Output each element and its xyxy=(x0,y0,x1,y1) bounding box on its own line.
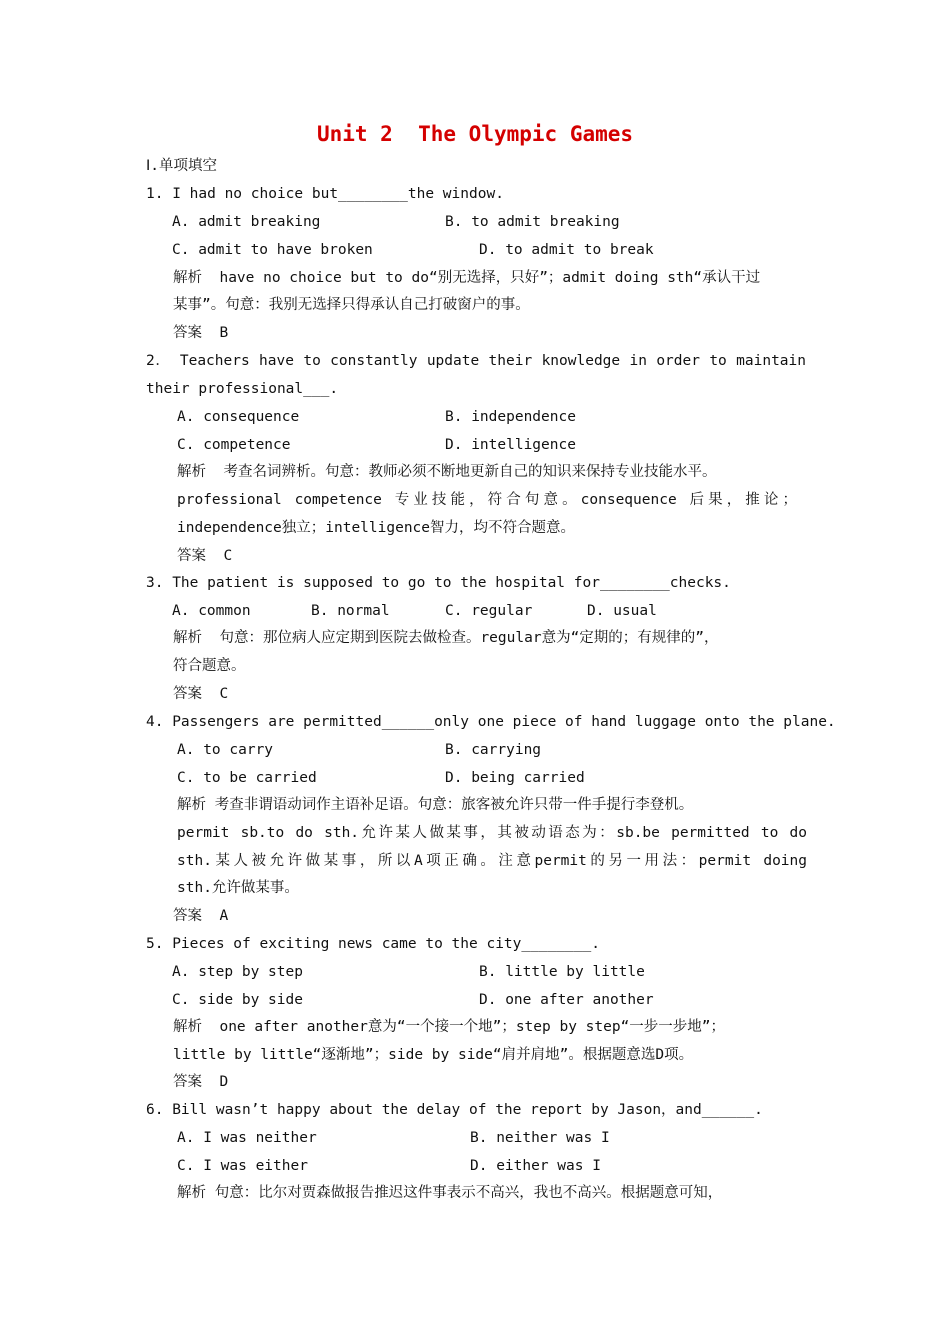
question-4-option-b: B. carrying xyxy=(445,742,542,758)
question-2-option-a: A. consequence xyxy=(177,409,300,425)
question-4-explanation-line-2: permit sb.to do sth.允许某人做某事，其被动语态为：sb.be permitted to do xyxy=(177,825,807,841)
question-4-explanation-line-4: sth.允许做某事。 xyxy=(177,880,299,896)
question-4-stem: 4. Passengers are permitted______only one piece of hand luggage onto the plane. xyxy=(146,714,836,730)
question-3-answer: 答案 C xyxy=(173,686,229,702)
question-2-stem-line-1: 2． Teachers have to constantly update their knowledge in order to maintain xyxy=(146,353,806,369)
question-6-option-b: B. neither was I xyxy=(470,1130,610,1146)
question-4-option-a: A. to carry xyxy=(177,742,274,758)
question-1-answer: 答案 B xyxy=(173,325,229,341)
question-5-stem: 5. Pieces of exciting news came to the city________. xyxy=(146,936,600,952)
question-4-option-c: C. to be carried xyxy=(177,770,317,786)
question-1-explanation-line-2: 某事”。句意：我别无选择只得承认自己打破窗户的事。 xyxy=(173,297,530,313)
question-3-explanation-line-1: 解析 句意：那位病人应定期到医院去做检查。regular意为“定期的；有规律的”， xyxy=(173,630,719,646)
question-1-option-b: B. to admit breaking xyxy=(445,214,620,230)
question-4-explanation-line-3: sth.某人被允许做某事，所以A项正确。注意permit的另一用法：permit doing xyxy=(177,853,807,869)
question-4-explanation-line-1: 解析 考查非谓语动词作主语补足语。句意：旅客被允许只带一件手提行李登机。 xyxy=(177,797,694,813)
question-3-option-a: A. common xyxy=(172,603,251,619)
question-6-option-c: C. I was either xyxy=(177,1158,308,1174)
question-3-stem: 3. The patient is supposed to go to the hospital for________checks. xyxy=(146,575,731,591)
question-2-option-c: C. competence xyxy=(177,437,291,453)
question-1-option-c: C. admit to have broken xyxy=(172,242,373,258)
question-4-answer: 答案 A xyxy=(173,908,229,924)
question-2-option-b: B. independence xyxy=(445,409,576,425)
question-1-explanation-line-1: 解析 have no choice but to do“别无选择，只好”；admit doing sth“承认干过 xyxy=(173,270,761,286)
question-1-option-a: A. admit breaking xyxy=(172,214,321,230)
page-title: Unit 2 The Olympic Games xyxy=(316,122,634,146)
question-3-explanation-line-2: 符合题意。 xyxy=(173,658,246,674)
question-2-explanation-line-2: professional competence 专业技能，符合句意。consequence 后果，推论； xyxy=(177,492,797,508)
question-5-option-b: B. little by little xyxy=(479,964,645,980)
question-3-option-b: B. normal xyxy=(311,603,390,619)
question-6-option-a: A. I was neither xyxy=(177,1130,317,1146)
question-2-option-d: D. intelligence xyxy=(445,437,576,453)
question-3-option-c: C. regular xyxy=(445,603,533,619)
question-3-option-d: D. usual xyxy=(587,603,657,619)
question-5-option-a: A. step by step xyxy=(172,964,303,980)
question-5-option-c: C. side by side xyxy=(172,992,303,1008)
question-1-option-d: D. to admit to break xyxy=(479,242,654,258)
question-2-explanation-line-1: 解析 考查名词辨析。句意：教师必须不断地更新自己的知识来保持专业技能水平。 xyxy=(177,464,717,480)
question-5-explanation-line-2: little by little“逐渐地”；side by side“肩并肩地”。根据题意选D项。 xyxy=(173,1047,694,1063)
question-4-option-d: D. being carried xyxy=(445,770,585,786)
question-5-answer: 答案 D xyxy=(173,1074,229,1090)
question-1-stem: 1. I had no choice but________the window. xyxy=(146,186,504,202)
question-2-explanation-line-3: independence独立；intelligence智力，均不符合题意。 xyxy=(177,520,576,536)
question-2-stem-line-2: their professional___. xyxy=(146,381,339,397)
question-2-answer: 答案 C xyxy=(177,548,233,564)
question-6-explanation-line-1: 解析 句意：比尔对贾森做报告推迟这件事表示不高兴，我也不高兴。根据题意可知， xyxy=(177,1185,723,1201)
section-heading: Ⅰ.单项填空 xyxy=(146,158,218,174)
question-6-option-d: D. either was I xyxy=(470,1158,601,1174)
question-5-explanation-line-1: 解析 one after another意为“一个接一个地”；step by step“一步一步地”； xyxy=(173,1019,726,1035)
question-6-stem: 6. Bill wasn’t happy about the delay of the report by Jason，and______. xyxy=(146,1102,763,1118)
question-5-option-d: D. one after another xyxy=(479,992,654,1008)
